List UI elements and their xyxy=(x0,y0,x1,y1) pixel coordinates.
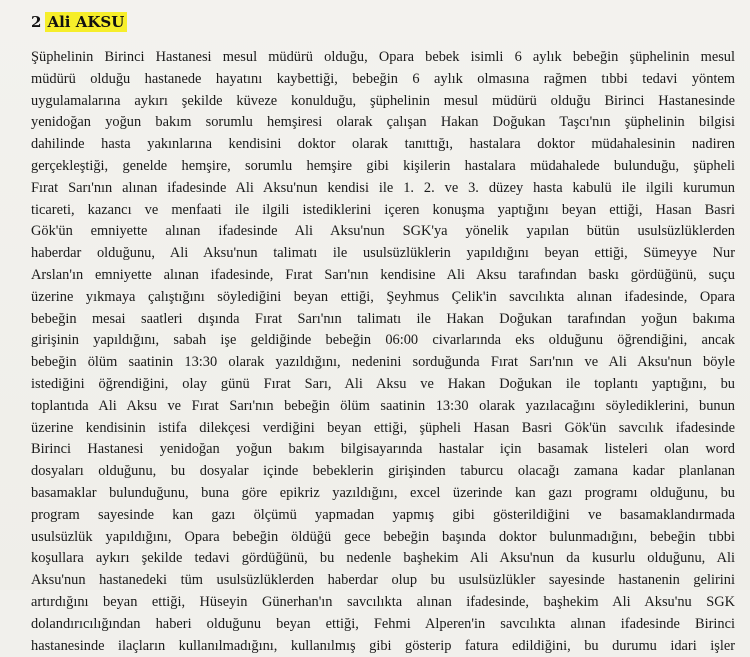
section-number: 2 xyxy=(31,13,42,31)
paragraph-line: dahilinde hasta yakınlarına kendisini doktor olarak tanıttığı, hastalara doktor müdahalesinin nadiren xyxy=(31,136,735,153)
paragraph-line: Fırat Sarı'nın alınan ifadesinde Ali Aksu'nun kendisi ile 1. 2. ve 3. düzey hasta kabulü ile ilgili kurumun xyxy=(31,179,735,196)
paragraph-line: uygulamalarına aykırı şekilde küveze konulduğu, şüphelinin mesul müdürü olduğu Birinci Hastanesinde xyxy=(31,92,735,109)
paragraph-line: program sayesinde kan gazı ölçümü yapmadan yapmış gibi gösterildiğini ve basamaklandırmada xyxy=(31,506,735,523)
section-title-highlighted: Ali AKSU xyxy=(45,12,127,32)
paragraph-line: hastanesinde ilaçların kullanılmadığını, kullanılmış gibi gösterip fatura edildiğini, bu durumu idari işler xyxy=(31,637,735,654)
paragraph-line: yenidoğan yoğun bakım sorumlu hemşiresi olarak çalışan Hakan Doğukan Taşcı'nın şüphelinin bilgisi xyxy=(31,114,735,131)
paragraph-line: dolandırıcılığından haberi olduğunu beyan ettiği, Fehmi Alperen'in savcılıkta alınan ifadesinde Birinci xyxy=(31,615,735,632)
paragraph-line: usulsüzlük yapıldığını, Opara bebeğin öldüğü gece bebeğin başında doktor bulunmadığını, bebeğin tıbbi xyxy=(31,528,735,545)
paragraph-line: Gök'ün emniyette alınan ifadesinde Ali Aksu'nun SGK'ya yönelik yapılan bütün usulsüzlüklerden xyxy=(31,223,735,240)
paragraph-line: girişinin yapıldığını, sabah işe geldiğinde bebeğin 06:00 civarlarında eks olduğunu öğrendiğini, ancak xyxy=(31,332,735,349)
paragraph-line: bebeğin ölüm saatinin 13:30 olarak yazıldığını, nedenini sorduğunda Fırat Sarı'nın ve Ali Aksu'nun böyle xyxy=(31,354,735,371)
paragraph-line: Şüphelinin Birinci Hastanesi mesul müdürü olduğu, Opara bebek isimli 6 aylık bebeğin şüphelinin mesul xyxy=(31,49,735,65)
paragraph-line: müdürü olduğu hastanede hayatını kaybettiği, bebeğin 6 aylık olmasına rağmen tıbbi tedavi yöntem xyxy=(31,70,735,87)
body-paragraph xyxy=(31,47,735,657)
paragraph-line: ticareti, kazancı ve menfaati ile ilgili istediklerini içeren konuşma yaptığını beyan ettiği, Hasan Basri xyxy=(31,201,735,218)
paragraph-line: Birinci Hastanesi yenidoğan yoğun bakım bilgisayarında hastalar için basamak listeleri olan word xyxy=(31,441,735,458)
paragraph-line: koşullara aykırı şekilde tedavi gördüğünü, bu nedenle başhekim Ali Aksu'nun da kusurlu olduğunu, Ali xyxy=(31,550,735,567)
paragraph-line: basamaklar bulunduğunu, buna göre epikriz yazıldığını, excel üzerinde kan gazı programı olduğunu, bu xyxy=(31,484,735,501)
paragraph-line: üzerine kendisinin istifa dilekçesi verdiğini beyan ettiği, şüpheli Hasan Basri Gök'ün savcılık ifadesinde xyxy=(31,419,735,436)
paragraph-line: gerçekleştiği, genelde hemşire, sorumlu hemşire gibi kişilerin hastalara müdahalede bulunduğu, şüpheli xyxy=(31,157,735,174)
paragraph-line: toplantıda Ali Aksu ve Fırat Sarı'nın bebeğin ölüm saatinin 13:30 olarak yazılacağını söylediklerini, bunun xyxy=(31,397,735,414)
paragraph-line: haberdar olduğunu, Ali Aksu'nun talimatı ile usulsüzlüklerin yapıldığını beyan ettiği, Sümeyye Nur xyxy=(31,245,735,262)
paragraph-line: artırdığını beyan ettiği, Hüseyin Günerhan'ın savcılıkta alınan ifadesinde, başhekim Ali Aksu'nu SGK xyxy=(31,593,735,610)
section-heading xyxy=(31,10,127,34)
paragraph-line: istediğini öğrendiğini, olay günü Fırat Sarı, Ali Aksu ve Hakan Doğukan ile toplantı yaptığını, bu xyxy=(31,375,735,392)
paragraph-line: üzerine yıkmaya çalıştığını söylediğini beyan ettiği, Şeyhmus Çelik'in savcılıkta alınan ifadesinde, Opara xyxy=(31,288,735,305)
paragraph-line: Aksu'nun hastanedeki tüm usulsüzlüklerden haberdar olup bu usulsüzlükler sayesinde hastanenin gelirini xyxy=(31,572,735,589)
paragraph-line: dosyaları olduğunu, bu dosyalar içinde bebeklerin girişinden taburcu olacağı zamana kadar planlanan xyxy=(31,463,735,480)
paragraph-line: Arslan'ın emniyette alınan ifadesinde, Fırat Sarı'nın kendisine Ali Aksu tarafından baskı gördüğünü, suçu xyxy=(31,266,735,283)
paragraph-line: bebeğin mesai saatleri dışında Fırat Sarı'nın talimatı ile Hakan Doğukan tarafından yoğun bakıma xyxy=(31,310,735,327)
